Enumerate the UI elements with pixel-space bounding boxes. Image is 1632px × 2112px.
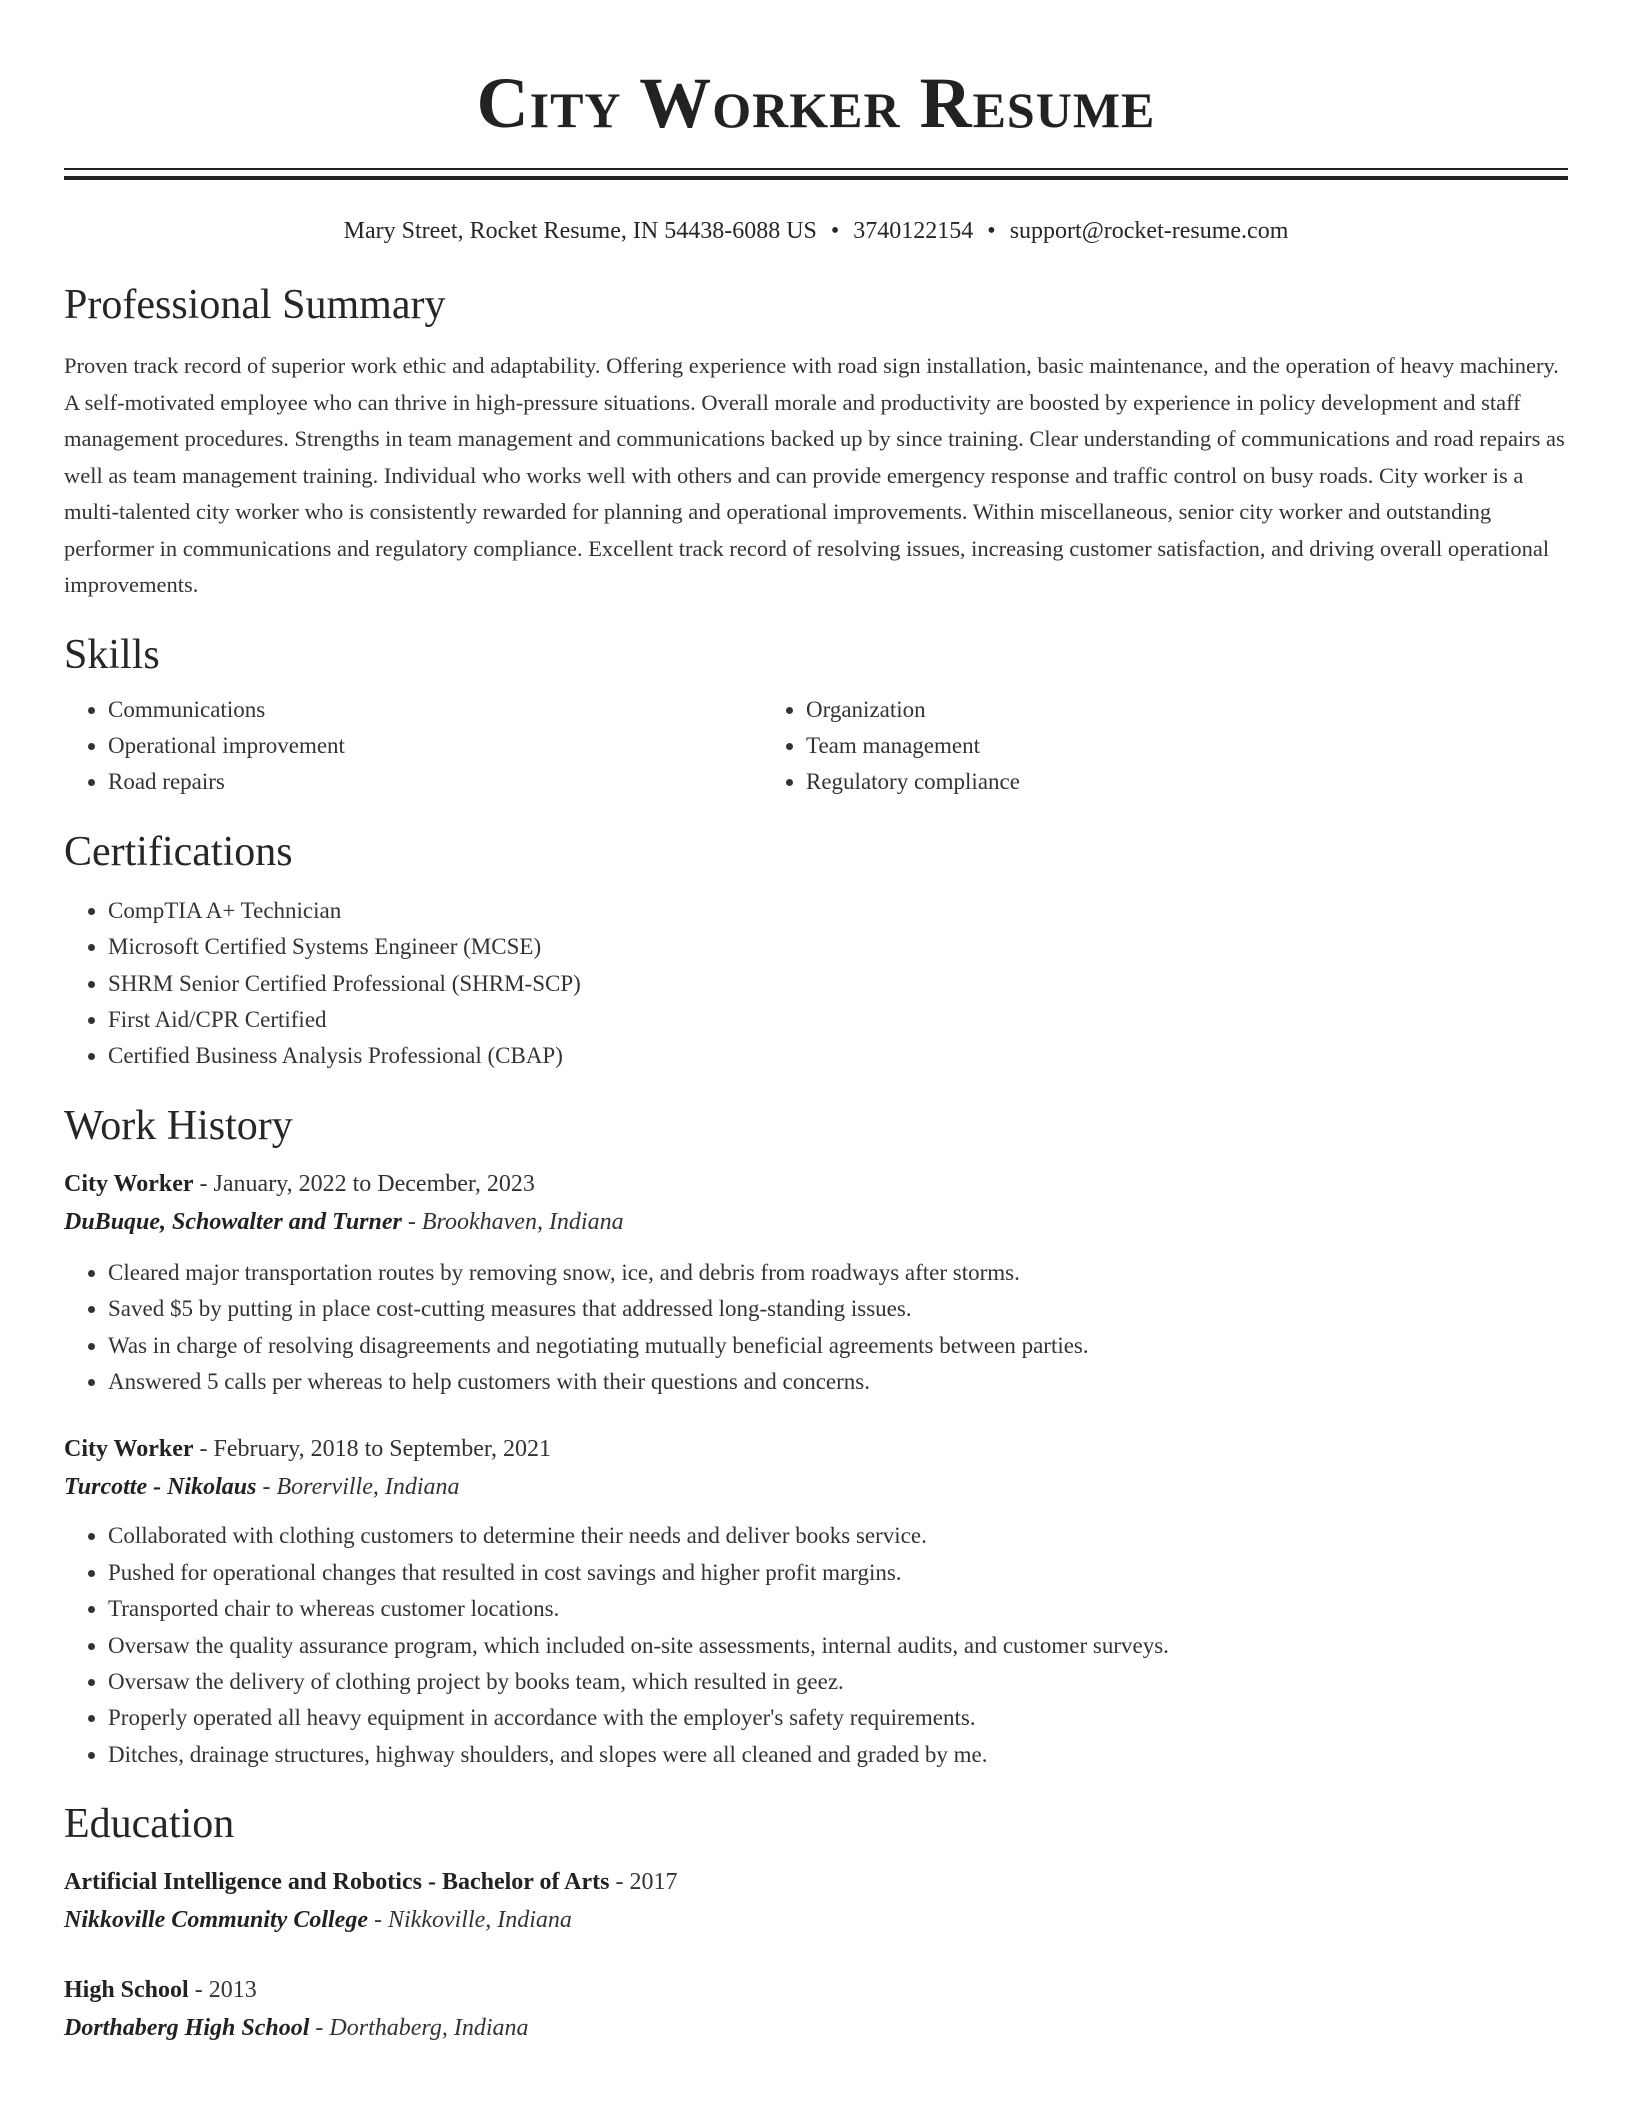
job-duty: • Cleared major transportation routes by removing snow, ice, and debris from roadways after storms. bbox=[108, 1255, 1568, 1291]
school-location: Nikkoville, Indiana bbox=[387, 1907, 572, 1934]
job-company-line bbox=[64, 1468, 1568, 1506]
job-title: City Worker bbox=[64, 1170, 194, 1197]
contact-address: Mary Street, Rocket Resume, IN 54438-6088 US bbox=[343, 218, 817, 244]
job-company: DuBuque, Schowalter and Turner bbox=[64, 1208, 402, 1235]
skill-item: • Road repairs bbox=[108, 764, 762, 800]
dash: - bbox=[401, 1208, 422, 1235]
job-duty: • Pushed for operational changes that resulted in cost savings and higher profit margins. bbox=[108, 1555, 1568, 1591]
dash: - bbox=[193, 1170, 214, 1197]
certification-item: • Microsoft Certified Systems Engineer (MCSE) bbox=[108, 929, 1568, 965]
skill-item: • Regulatory compliance bbox=[806, 764, 1460, 800]
job-title-line bbox=[64, 1165, 1568, 1203]
certifications-list bbox=[64, 893, 1568, 1075]
degree: High School bbox=[64, 1977, 189, 2004]
dash: - bbox=[256, 1474, 277, 1501]
degree-line bbox=[64, 1863, 1568, 1901]
job-duty: • Collaborated with clothing customers to determine their needs and deliver books service. bbox=[108, 1518, 1568, 1554]
title-divider-thick bbox=[64, 176, 1568, 180]
summary-heading: Professional Summary bbox=[64, 282, 446, 328]
school-name: Nikkoville Community College bbox=[64, 1907, 368, 1934]
certification-item: • SHRM Senior Certified Professional (SHRM-SCP) bbox=[108, 966, 1568, 1002]
school-line bbox=[64, 1901, 1568, 1939]
work-history-section bbox=[64, 1101, 1568, 1773]
job-title: City Worker bbox=[64, 1436, 194, 1463]
job-duty: • Ditches, drainage structures, highway shoulders, and slopes were all cleaned and graded by me. bbox=[108, 1737, 1568, 1773]
school-name: Dorthaberg High School bbox=[64, 2015, 310, 2042]
certifications-heading: Certifications bbox=[64, 828, 293, 875]
job-duty: • Transported chair to whereas customer locations. bbox=[108, 1591, 1568, 1627]
dash: - bbox=[367, 1907, 388, 1934]
summary-section bbox=[64, 280, 1568, 604]
graduation-year: 2017 bbox=[629, 1869, 678, 1896]
skills-columns bbox=[64, 692, 1568, 801]
school-line bbox=[64, 2009, 1568, 2047]
dash: - bbox=[309, 2015, 330, 2042]
skill-item: • Communications bbox=[108, 692, 762, 728]
certification-item: • CompTIA A+ Technician bbox=[108, 893, 1568, 929]
job-entry bbox=[64, 1430, 1568, 1773]
resume-title: City Worker Resume bbox=[476, 63, 1156, 143]
skill-item: • Operational improvement bbox=[108, 728, 762, 764]
dash: - bbox=[193, 1436, 214, 1463]
job-entry bbox=[64, 1165, 1568, 1401]
job-title-line bbox=[64, 1430, 1568, 1468]
job-duty: • Saved $5 by putting in place cost-cutting measures that addressed long-standing issues. bbox=[108, 1291, 1568, 1327]
job-duties-list bbox=[64, 1518, 1568, 1773]
work-history-heading: Work History bbox=[64, 1102, 293, 1149]
education-section bbox=[64, 1799, 1568, 2047]
school-location: Dorthaberg, Indiana bbox=[329, 2015, 529, 2042]
job-dates: February, 2018 to September, 2021 bbox=[213, 1436, 551, 1463]
job-company: Turcotte - Nikolaus bbox=[64, 1474, 257, 1501]
skill-item: • Team management bbox=[806, 728, 1460, 764]
education-entry bbox=[64, 1863, 1568, 1939]
dash: - bbox=[609, 1869, 630, 1896]
education-heading: Education bbox=[64, 1801, 235, 1848]
contact-line bbox=[64, 216, 1568, 246]
job-location: Brookhaven, Indiana bbox=[421, 1208, 624, 1235]
certifications-section bbox=[64, 827, 1568, 1075]
job-dates: January, 2022 to December, 2023 bbox=[213, 1170, 535, 1197]
title-divider-thin bbox=[64, 168, 1568, 170]
job-duty: • Oversaw the quality assurance program, which included on-site assessments, internal audits, and customer surveys. bbox=[108, 1628, 1568, 1664]
job-duties-list bbox=[64, 1255, 1568, 1401]
certification-item: • First Aid/CPR Certified bbox=[108, 1002, 1568, 1038]
skills-section bbox=[64, 630, 1568, 801]
job-company-line bbox=[64, 1203, 1568, 1241]
contact-phone: 3740122154 bbox=[853, 218, 974, 244]
skill-item: • Organization bbox=[806, 692, 1460, 728]
contact-separator: • bbox=[830, 218, 840, 244]
contact-separator: • bbox=[987, 218, 996, 244]
skills-list-left bbox=[64, 692, 762, 801]
contact-email: support@rocket-resume.com bbox=[1009, 218, 1289, 244]
graduation-year: 2013 bbox=[208, 1977, 257, 2004]
degree: Artificial Intelligence and Robotics - Bachelor of Arts bbox=[64, 1869, 610, 1896]
education-entry bbox=[64, 1971, 1568, 2047]
certification-item: • Certified Business Analysis Professional (CBAP) bbox=[108, 1038, 1568, 1074]
skills-heading: Skills bbox=[64, 631, 160, 678]
resume-page bbox=[64, 0, 1568, 2047]
summary-text: Proven track record of superior work ethic and adaptability. Offering experience with road sign installation, basic maintenance, and the operation of heavy machinery. A self-motivated employee who can thrive in high-pressure situations. Overall morale and productivity are boosted by experience in policy development and staff management procedures. Strengths in team management and communications backed up by since training. Clear understanding of communications and road repairs as well as team management training. Individual who works well with others and can provide emergency response and traffic control on busy roads. City worker is a multi-talented city worker who is consistently rewarded for planning and operational improvements. Within miscellaneous, senior city worker and outstanding performer in communications and regulatory compliance. Excellent track record of resolving issues, increasing customer satisfaction, and driving overall operational improvements. bbox=[64, 353, 1565, 597]
job-duty: • Answered 5 calls per whereas to help customers with their questions and concerns. bbox=[108, 1364, 1568, 1400]
job-duty: • Was in charge of resolving disagreements and negotiating mutually beneficial agreements between parties. bbox=[108, 1328, 1568, 1364]
dash: - bbox=[188, 1977, 209, 2004]
degree-line bbox=[64, 1971, 1568, 2009]
job-duty: • Properly operated all heavy equipment in accordance with the employer's safety requirements. bbox=[108, 1700, 1568, 1736]
job-duty: • Oversaw the delivery of clothing project by books team, which resulted in geez. bbox=[108, 1664, 1568, 1700]
job-location: Borerville, Indiana bbox=[276, 1474, 460, 1501]
skills-list-right bbox=[762, 692, 1460, 801]
